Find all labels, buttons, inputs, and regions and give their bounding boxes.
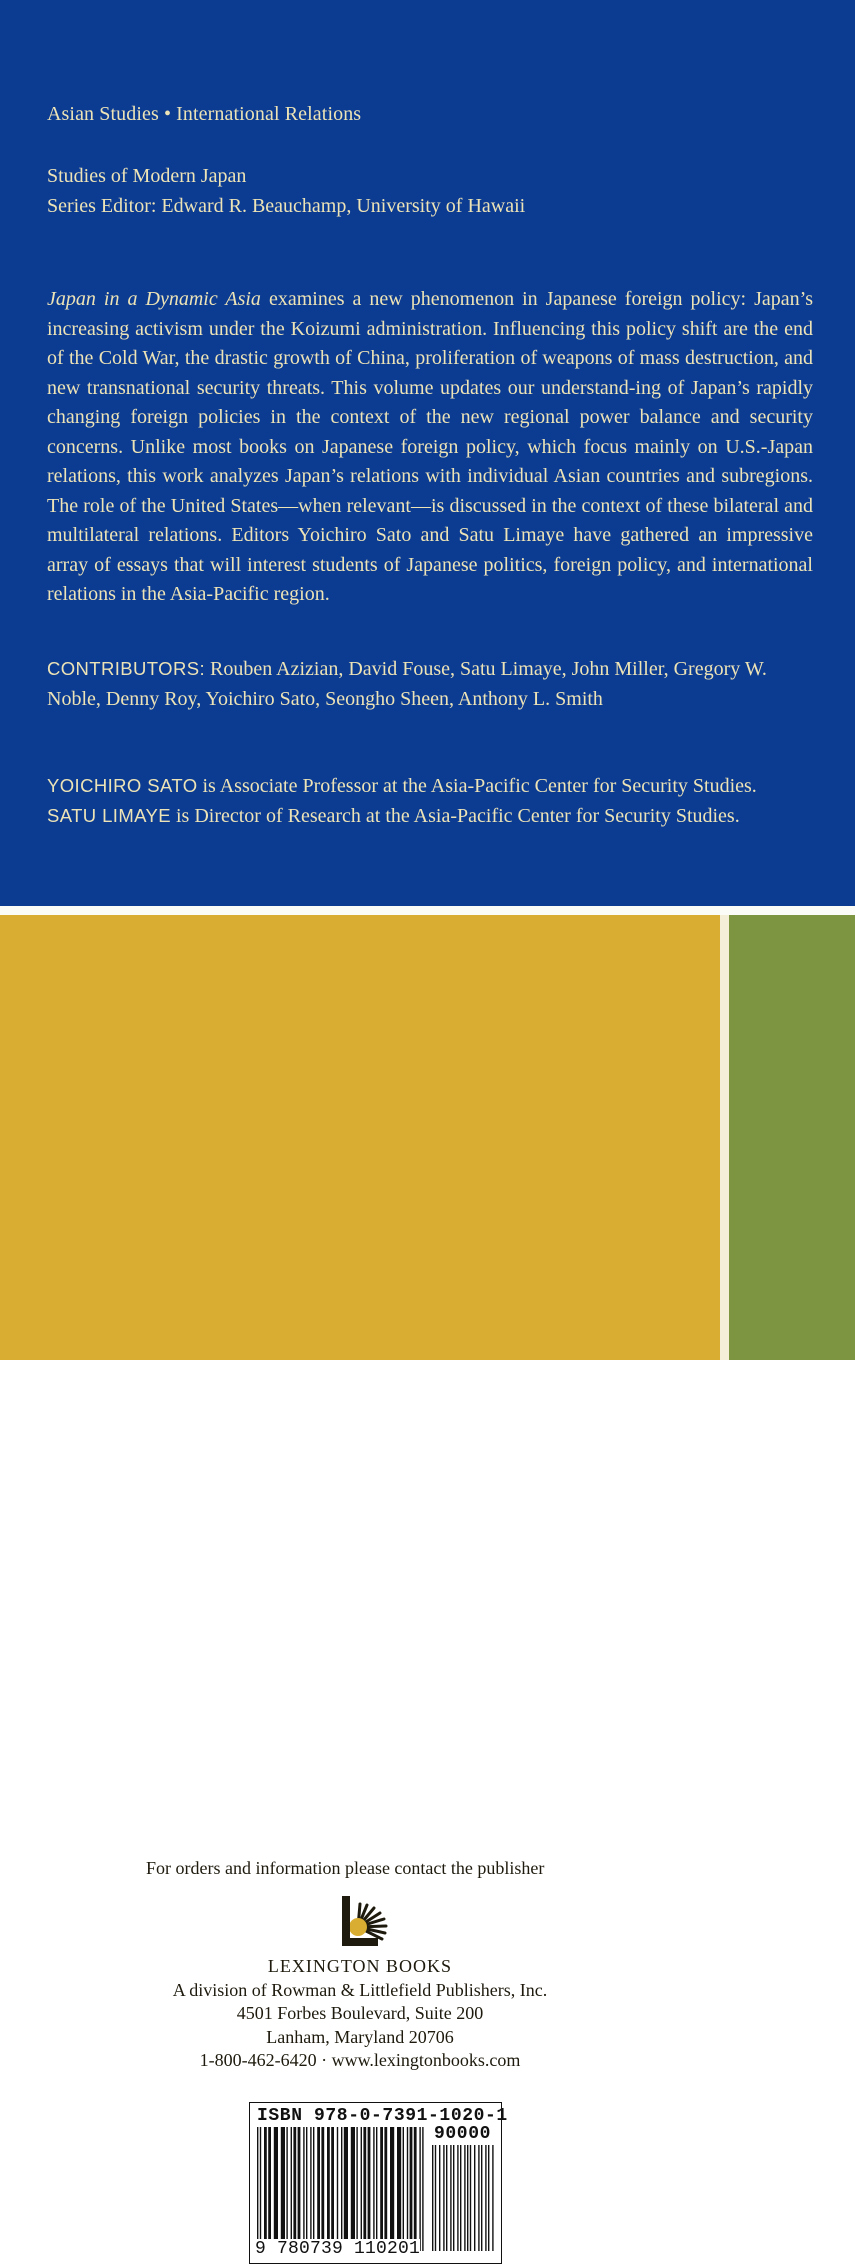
- editor-name: SATU LIMAYE: [47, 805, 171, 826]
- publisher-name: LEXINGTON BOOKS: [267, 1956, 453, 1976]
- barcode-bar: [351, 2127, 355, 2251]
- barcode-bar: [293, 2127, 296, 2251]
- barcode-bar: [457, 2145, 458, 2251]
- series-name: Studies of Modern Japan: [47, 165, 247, 187]
- barcode-bar: [467, 2145, 468, 2251]
- barcode-bar: [460, 2145, 461, 2251]
- barcode-bar: [390, 2127, 394, 2251]
- contributors-label: CONTRIBUTORS:: [47, 658, 206, 679]
- editor-bio-text: is Associate Professor at the Asia-Pacific Center for Security Studies.: [197, 775, 757, 797]
- barcode-bar: [344, 2127, 348, 2251]
- addon-barcode-bars: [432, 2145, 494, 2251]
- barcode-bar: [363, 2127, 366, 2251]
- contact-line: For orders and information please contact the publisher: [146, 1858, 545, 1878]
- barcode-bar: [260, 2127, 261, 2251]
- lexington-books-logo-icon: [336, 1892, 392, 1950]
- barcode-bar: [474, 2145, 475, 2251]
- ean-barcode-bars: [257, 2127, 425, 2251]
- barcode-bar: [410, 2127, 413, 2251]
- cream-strip: [720, 915, 729, 1360]
- barcode-bar: [291, 2127, 292, 2251]
- barcode-bar: [337, 2127, 338, 2251]
- barcode-bar: [373, 2127, 374, 2251]
- description-text: examines a new phenomenon in Japanese foreign policy: Japan’s increasing activism under the Koizumi administration. Influencing this policy shift are the end of the Cold War, the drastic growth of China, proliferation of weapons of mass destruction, and new transnational security threats. This volume updates our understand-ing of Japan’s rapidly changing foreign policies in the context of the new regional power balance and security concerns. Unlike most books on Japanese foreign policy, which focus mainly on U.S.-Japan relations, this work analyzes Japan’s relations with individual Asian countries and subregions. The role of the United States—when relevant—is discussed in the context of these bilateral and multilateral relations. Editors Yoichiro Sato and Satu Limaye have gathered an impressive array of essays that will interest students of Japanese politics, foreign policy, and international relations in the Asia-Pacific region.: [47, 288, 814, 605]
- barcode-bar: [331, 2127, 334, 2251]
- publisher-division: A division of Rowman & Littlefield Publishers, Inc.: [172, 1979, 548, 2000]
- isbn-label: ISBN 978-0-7391-1020-1: [257, 2106, 508, 2126]
- barcode-bar: [303, 2127, 304, 2251]
- barcode-bar: [397, 2127, 401, 2251]
- barcode-bar: [317, 2127, 320, 2251]
- barcode-bar: [453, 2145, 454, 2251]
- barcode-bar: [281, 2127, 285, 2251]
- barcode-bar: [310, 2127, 311, 2251]
- blue-panel: [0, 0, 855, 906]
- publisher-panel: [0, 915, 720, 2259]
- book-title: Japan in a Dynamic Asia: [47, 288, 261, 310]
- isbn-barcode: [249, 2102, 508, 2264]
- contributors-names: Rouben Azizian, David Fouse, Satu Limaye, John Miller, Gregory W. Noble, Denny Roy, Yoichiro Sato, Seongho Sheen, Anthony L. Smith: [47, 658, 767, 710]
- barcode-bar: [361, 2127, 362, 2251]
- barcode-bar: [403, 2127, 404, 2251]
- barcode-bar: [419, 2127, 420, 2251]
- editor-bio: [47, 775, 827, 798]
- barcode-bar: [435, 2145, 436, 2251]
- barcode-bar: [443, 2145, 444, 2251]
- barcode-bar: [341, 2127, 342, 2251]
- price-addon-label: 90000: [434, 2124, 492, 2144]
- editor-bio-text: is Director of Research at the Asia-Pacific Center for Security Studies.: [171, 805, 740, 827]
- olive-panel: [729, 915, 855, 1360]
- barcode-bar: [407, 2127, 408, 2251]
- contributors: [47, 654, 813, 714]
- ean-number: 9 780739 110201: [255, 2239, 421, 2259]
- series-editor: Series Editor: Edward R. Beauchamp, University of Hawaii: [47, 195, 526, 217]
- publisher-address-line: 4501 Forbes Boulevard, Suite 200: [236, 2003, 484, 2023]
- barcode-bar: [414, 2127, 417, 2251]
- publisher-info: [0, 1955, 720, 2073]
- barcode-bar: [439, 2145, 440, 2251]
- barcode-bar: [368, 2127, 371, 2251]
- barcode-bar: [298, 2127, 301, 2251]
- barcode-bar: [268, 2127, 271, 2251]
- divider-band: [0, 906, 855, 915]
- barcode-bar: [488, 2145, 489, 2251]
- publisher-address-line: Lanham, Maryland 20706: [266, 2026, 454, 2047]
- barcode-bar: [257, 2127, 258, 2251]
- barcode-bar: [422, 2127, 423, 2251]
- barcode-bar: [327, 2127, 330, 2251]
- barcode-bar: [478, 2145, 479, 2251]
- barcode-bar: [470, 2145, 471, 2251]
- barcode-bar: [356, 2127, 357, 2251]
- barcode-bar: [464, 2145, 465, 2251]
- barcode-bar: [446, 2145, 447, 2251]
- barcode-bar: [376, 2127, 377, 2251]
- barcode-bar: [380, 2127, 383, 2251]
- barcode-bar: [274, 2127, 278, 2251]
- barcode-bar: [321, 2127, 324, 2251]
- editor-bio: [47, 805, 827, 828]
- barcode-bar: [286, 2127, 287, 2251]
- barcode-bar: [450, 2145, 451, 2251]
- barcode-bar: [306, 2127, 307, 2251]
- subject-categories: Asian Studies • International Relations: [47, 103, 362, 125]
- editor-name: YOICHIRO SATO: [47, 775, 198, 796]
- barcode-bar: [432, 2145, 433, 2251]
- book-description: [47, 285, 813, 610]
- barcode-bar: [481, 2145, 482, 2251]
- barcode-bar: [264, 2127, 267, 2251]
- barcode-bar: [492, 2145, 493, 2251]
- publisher-contact: 1-800-462-6420 · www.lexingtonbooks.com: [199, 2050, 521, 2070]
- barcode-bar: [384, 2127, 387, 2251]
- barcode-bar: [485, 2145, 486, 2251]
- barcode-bar: [313, 2127, 314, 2251]
